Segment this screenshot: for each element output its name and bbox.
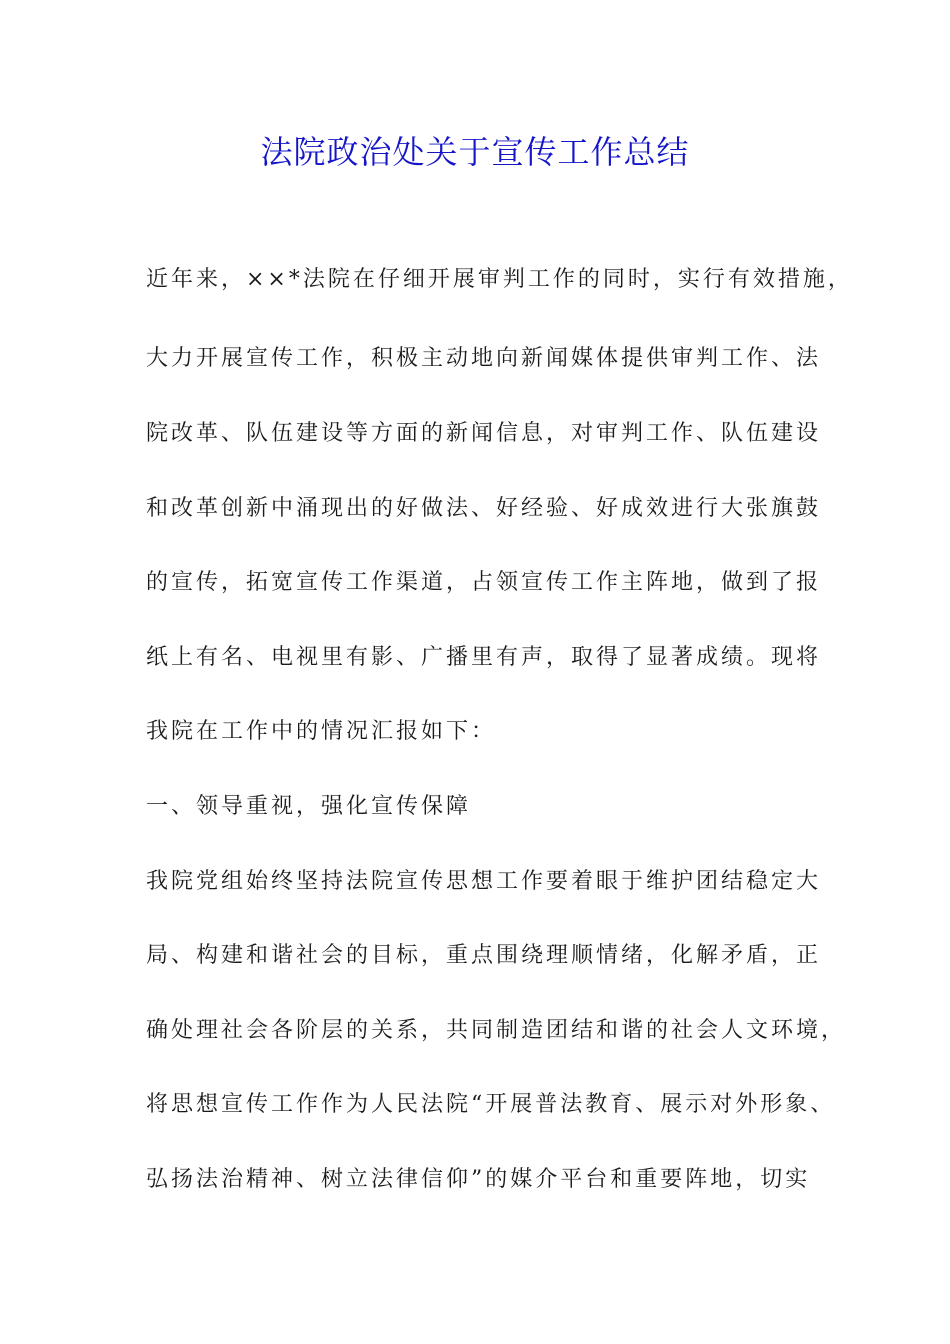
paragraph-line: 院改革、队伍建设等方面的新闻信息，对审判工作、队伍建设 (146, 421, 822, 446)
paragraph-line: 纸上有名、电视里有影、广播里有声，取得了显著成绩。现将 (146, 645, 822, 670)
paragraph-line: 的宣传，拓宽宣传工作渠道，占领宣传工作主阵地，做到了报 (146, 570, 822, 595)
paragraph-line: 我院党组始终坚持法院宣传思想工作要着眼于维护团结稳定大 (146, 869, 822, 894)
document-title: 法院政治处关于宣传工作总结 (260, 133, 690, 171)
section-heading: 一、领导重视，强化宣传保障 (146, 794, 472, 819)
paragraph-line: 近年来，××*法院在仔细开展审判工作的同时，实行有效措施， (146, 267, 853, 292)
paragraph-line: 我院在工作中的情况汇报如下： (146, 719, 497, 744)
paragraph-line: 弘扬法治精神、树立法律信仰”的媒介平台和重要阵地，切实 (146, 1167, 811, 1192)
paragraph-line: 和改革创新中涌现出的好做法、好经验、好成效进行大张旗鼓 (146, 496, 822, 521)
paragraph-line: 局、构建和谐社会的目标，重点围绕理顺情绪，化解矛盾，正 (146, 943, 822, 968)
paragraph-line: 将思想宣传工作作为人民法院“开展普法教育、展示对外形象、 (146, 1092, 836, 1117)
paragraph-line: 大力开展宣传工作，积极主动地向新闻媒体提供审判工作、法 (146, 346, 822, 371)
paragraph-line: 确处理社会各阶层的关系，共同制造团结和谐的社会人文环境， (146, 1018, 847, 1043)
